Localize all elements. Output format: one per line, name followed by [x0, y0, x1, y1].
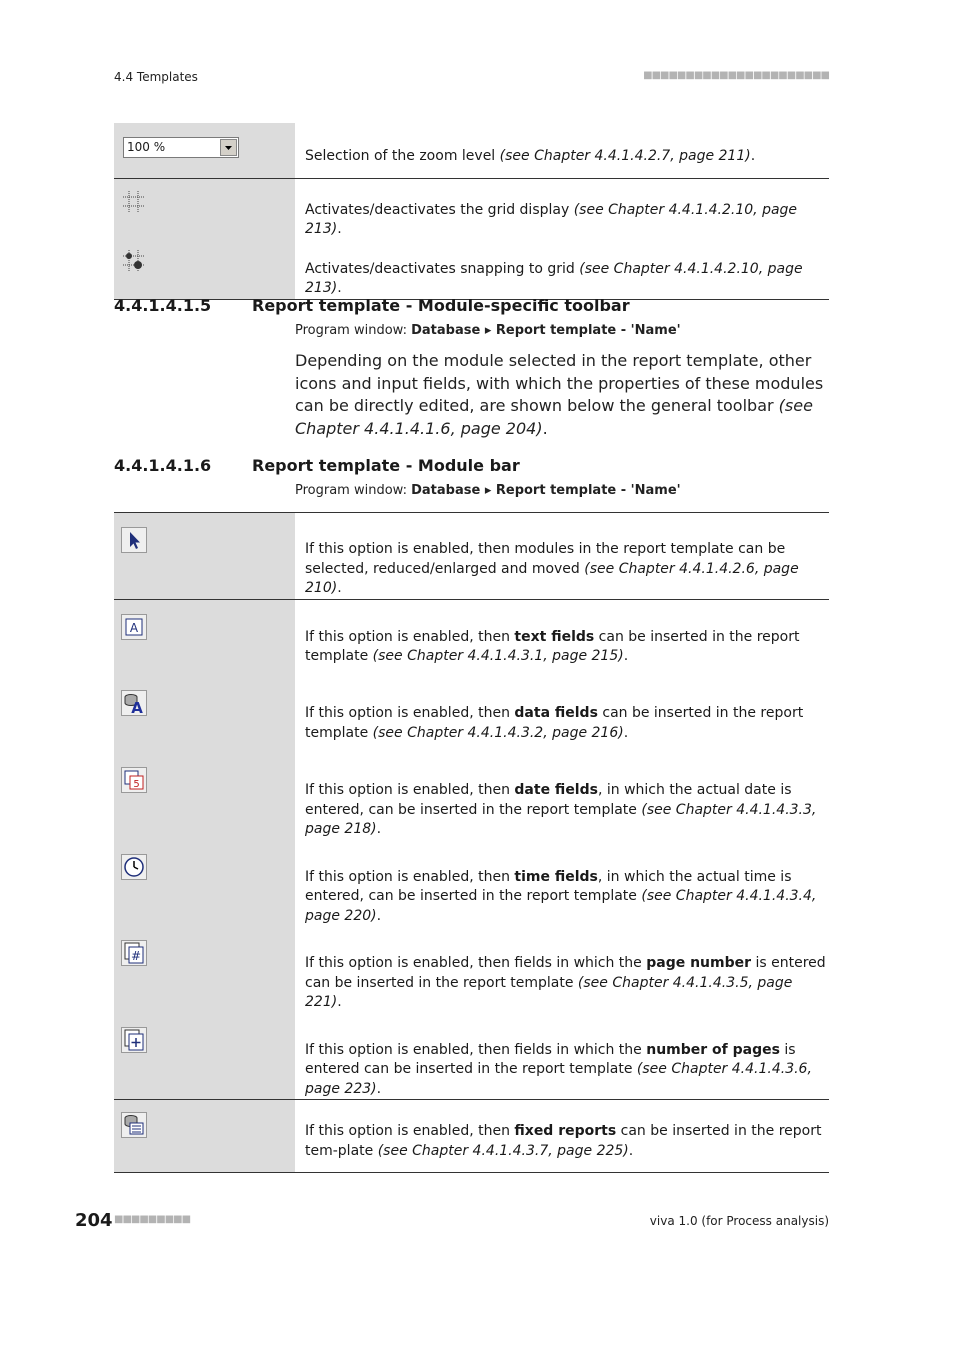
- zoom-value: 100 %: [127, 140, 166, 154]
- program-window-path: Database ▸ Report template - 'Name': [411, 483, 681, 498]
- program-window-label: Program window:: [295, 483, 412, 498]
- footer-product: viva 1.0 (for Process analysis): [649, 1214, 829, 1228]
- module-desc-end: .: [337, 994, 342, 1010]
- module-desc-end: .: [623, 724, 629, 741]
- svg-text:A: A: [129, 620, 139, 635]
- program-window-path: Database ▸ Report template - 'Name': [411, 323, 681, 338]
- section-6-program-window: [295, 483, 681, 498]
- zoom-end: .: [750, 148, 756, 164]
- section-5-paragraph: [295, 350, 831, 440]
- module-desc-bold: number of pages: [646, 1041, 780, 1058]
- zoom-ref: (see Chapter 4.4.1.4.2.7, page 211): [499, 148, 751, 164]
- section-5-number: 4.4.1.4.1.5: [114, 296, 212, 315]
- snap-icon-cell: [114, 240, 295, 300]
- text-field-icon[interactable]: [121, 614, 147, 640]
- module-desc-post: is entered can be inserted in the report template: [305, 955, 826, 991]
- module-desc-pre: If this option is enabled, then: [305, 705, 515, 721]
- zoom-combobox[interactable]: [123, 137, 239, 158]
- page-number-icon[interactable]: [121, 940, 147, 966]
- module-icon-cell: [114, 753, 295, 840]
- snap-desc: Activates/deactivates snapping to grid: [305, 260, 580, 277]
- program-window-label: Program window:: [295, 323, 412, 338]
- module-icon-cell: [114, 1013, 295, 1100]
- module-desc-end: .: [376, 907, 382, 924]
- module-icon-cell: [114, 676, 295, 753]
- module-desc-post: is entered can be inserted in the report template: [305, 1041, 796, 1077]
- module-desc-post: can be inserted in the report template: [305, 705, 804, 741]
- time-field-icon[interactable]: [121, 854, 147, 880]
- module-desc-pre: If this option is enabled, then fields in which the: [305, 955, 647, 971]
- module-desc-bold: fixed reports: [514, 1123, 617, 1139]
- module-icon-cell: [114, 513, 295, 600]
- fixed-report-icon[interactable]: [121, 1112, 147, 1138]
- module-desc-ref: (see Chapter 4.4.1.4.3.4, page 220): [305, 888, 817, 924]
- module-desc-ref: (see Chapter 4.4.1.4.3.1, page 215): [372, 648, 624, 664]
- chevron-down-icon[interactable]: [220, 139, 237, 156]
- module-bar-table: [114, 512, 829, 1173]
- module-desc-pre: If this option is enabled, then: [305, 782, 515, 798]
- svg-text:A: A: [131, 699, 143, 716]
- module-desc-post: , in which the actual time is entered, can be inserted in the report template: [305, 868, 792, 904]
- section-5-ref: (see Chapter 4.4.1.4.1.6, page 204): [295, 396, 813, 438]
- module-desc-ref: (see Chapter 4.4.1.4.3.3, page 218): [305, 801, 817, 837]
- module-icon-cell: [114, 599, 295, 676]
- module-desc-post: can be inserted in the report template: [305, 628, 800, 664]
- module-desc-pre: If this option is enabled, then fields in which the: [305, 1041, 647, 1058]
- grid-icon[interactable]: [121, 189, 147, 215]
- module-desc-bold: data fields: [514, 705, 598, 721]
- grid-end: .: [337, 221, 342, 237]
- module-desc-bold: date fields: [514, 782, 598, 798]
- svg-text:#: #: [130, 949, 142, 963]
- module-icon-cell: [114, 840, 295, 927]
- snap-to-grid-icon[interactable]: [121, 248, 147, 274]
- module-desc-bold: time fields: [514, 868, 598, 885]
- grid-icon-cell: [114, 178, 295, 240]
- module-desc-end: .: [623, 648, 629, 664]
- module-desc-pre: If this option is enabled, then modules in the report template can be selected, reduced/enlarged and moved: [305, 541, 786, 577]
- section-6-title: Report template - Module bar: [252, 456, 520, 475]
- svg-text:5: 5: [133, 779, 140, 790]
- module-desc-end: .: [376, 1080, 382, 1097]
- snap-ref: (see Chapter 4.4.1.4.2.10, page 213): [305, 260, 803, 296]
- snap-end: .: [337, 280, 342, 296]
- running-header-section: 4.4 Templates: [114, 70, 198, 84]
- module-icon-cell: [114, 1100, 295, 1173]
- section-5-text: Depending on the module selected in the report template, other icons and input fields, with which the properties of these modules can be directly edited, are shown below the general toolbar: [295, 351, 824, 415]
- data-field-icon[interactable]: [121, 690, 147, 716]
- select-arrow-icon[interactable]: [121, 527, 147, 553]
- zoom-icon-cell: [114, 123, 295, 178]
- module-desc-post: can be inserted in the report tem-plate: [305, 1123, 822, 1159]
- module-desc-ref: (see Chapter 4.4.1.4.2.6, page 210): [305, 560, 799, 596]
- module-desc-end: .: [337, 580, 342, 596]
- module-desc-ref: (see Chapter 4.4.1.4.3.2, page 216): [372, 724, 624, 741]
- grid-ref: (see Chapter 4.4.1.4.2.10, page 213): [305, 201, 798, 237]
- module-desc-post: , in which the actual date is entered, can be inserted in the report template: [305, 782, 792, 818]
- module-desc-pre: If this option is enabled, then: [305, 868, 515, 885]
- module-desc-bold: page number: [646, 955, 752, 971]
- date-field-icon[interactable]: [121, 767, 147, 793]
- module-desc-ref: (see Chapter 4.4.1.4.3.7, page 225): [377, 1142, 629, 1159]
- module-desc-ref: (see Chapter 4.4.1.4.3.6, page 223): [305, 1061, 812, 1097]
- section-5-title: Report template - Module-specific toolbar: [252, 296, 630, 315]
- module-desc-end: .: [628, 1142, 634, 1159]
- module-desc-bold: text fields: [514, 628, 595, 645]
- running-header-dots: ■■■■■■■■■■■■■■■■■■■■■■: [643, 70, 829, 81]
- module-icon-cell: [114, 926, 295, 1013]
- module-desc-pre: If this option is enabled, then: [305, 628, 515, 645]
- section-5-end: .: [542, 418, 548, 438]
- number-of-pages-icon[interactable]: [121, 1027, 147, 1053]
- module-desc-pre: If this option is enabled, then: [305, 1123, 515, 1139]
- grid-desc: Activates/deactivates the grid display: [305, 201, 574, 218]
- toolbar-items-table: [114, 123, 829, 300]
- footer-dots: ■■■■■■■■■: [114, 1214, 191, 1225]
- section-6-number: 4.4.1.4.1.6: [114, 456, 212, 475]
- zoom-desc: Selection of the zoom level: [305, 148, 500, 164]
- section-5-program-window: [295, 323, 681, 338]
- page-number: 204: [75, 1210, 113, 1231]
- module-desc-ref: (see Chapter 4.4.1.4.3.5, page 221): [305, 974, 793, 1010]
- module-desc-end: .: [376, 821, 382, 837]
